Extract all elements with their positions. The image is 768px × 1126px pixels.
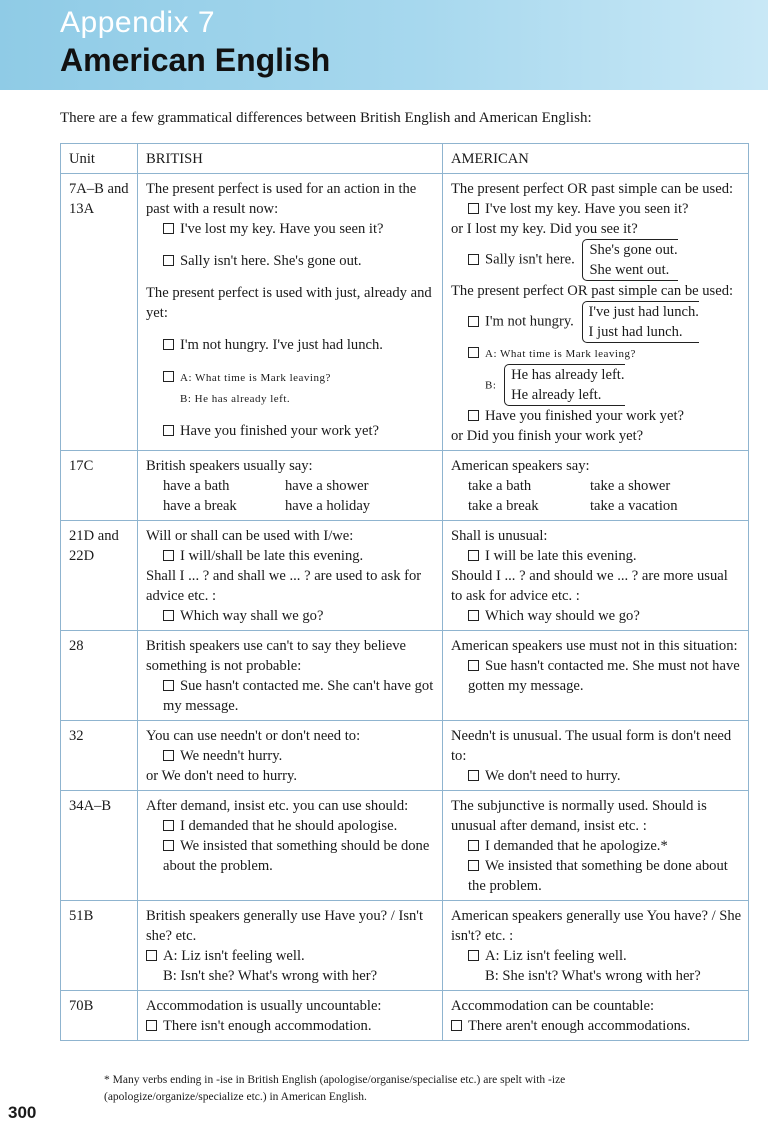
british-cell <box>138 451 443 521</box>
checkbox-icon <box>146 1020 157 1031</box>
rule-text: British speakers use can't to say they believe something is not probable: <box>146 638 406 674</box>
table-row <box>61 631 749 721</box>
unit-cell: 28 <box>61 631 138 721</box>
col-header-unit: Unit <box>61 144 138 174</box>
british-cell <box>138 521 443 631</box>
rule-text: American speakers say: <box>451 458 590 474</box>
example: Sally isn't here. She's gone out. She went out. <box>451 239 742 281</box>
american-cell <box>443 901 749 991</box>
unit-cell: 21D and 22D <box>61 521 138 631</box>
american-cell <box>443 631 749 721</box>
rule-text: Accommodation is usually uncountable: <box>146 998 382 1014</box>
american-cell <box>443 174 749 451</box>
header-row <box>61 144 749 174</box>
appendix-banner <box>0 0 768 90</box>
unit-cell: 17C <box>61 451 138 521</box>
example: We needn't hurry. <box>146 746 436 766</box>
checkbox-icon <box>468 660 479 671</box>
checkbox-icon <box>163 610 174 621</box>
table-row <box>61 901 749 991</box>
footnote: * Many verbs ending in -ise in British English (apologise/organise/specialise etc.) are spelt with -ize (apologize/organize/specialize etc.) in American English. <box>104 1074 566 1103</box>
example: Have you finished your work yet? <box>451 406 742 426</box>
example: There aren't enough accommodations. <box>451 1016 742 1036</box>
example: A: Liz isn't feeling well. <box>451 946 742 966</box>
example: I've lost my key. Have you seen it? <box>146 219 436 239</box>
example: or We don't need to hurry. <box>146 768 298 784</box>
example: A: Liz isn't feeling well. <box>146 946 436 966</box>
example-pairs: take a bath take a shower take a break take a vacation <box>468 478 678 514</box>
unit-cell: 34A–B <box>61 791 138 901</box>
page-title: American English <box>60 42 331 78</box>
checkbox-icon <box>163 339 174 350</box>
british-cell <box>138 991 443 1041</box>
intro-text: There are a few grammatical differences between British English and American English: <box>60 110 592 126</box>
rule-text: Shall I ... ? and shall we ... ? are used to ask for advice etc. : <box>146 568 422 604</box>
british-cell <box>138 791 443 901</box>
example: I'm not hungry. I've just had lunch. <box>146 335 436 355</box>
example: B: She isn't? What's wrong with her? <box>485 968 701 984</box>
checkbox-icon <box>468 203 479 214</box>
table-row <box>61 791 749 901</box>
example: Which way shall we go? <box>146 606 436 626</box>
example: I will be late this evening. <box>451 546 742 566</box>
british-cell <box>138 901 443 991</box>
unit-cell: 51B <box>61 901 138 991</box>
rule-text: Needn't is unusual. The usual form is don't need to: <box>451 728 732 764</box>
rule-text: The present perfect OR past simple can be used: <box>451 181 734 197</box>
checkbox-icon <box>468 860 479 871</box>
checkbox-icon <box>468 770 479 781</box>
table-row <box>61 451 749 521</box>
example: or Did you finish your work yet? <box>451 428 644 444</box>
british-cell <box>138 174 443 451</box>
col-header-british: BRITISH <box>138 144 443 174</box>
checkbox-icon <box>468 950 479 961</box>
example: Sally isn't here. She's gone out. <box>146 251 436 271</box>
rule-text: Shall is unusual: <box>451 528 548 544</box>
rule-text: American speakers generally use You have? / She isn't? etc. : <box>451 908 742 944</box>
american-cell <box>443 451 749 521</box>
checkbox-icon <box>146 950 157 961</box>
american-cell <box>443 991 749 1041</box>
checkbox-icon <box>468 347 479 358</box>
rule-text: The present perfect OR past simple can be used: <box>451 283 734 299</box>
checkbox-icon <box>163 425 174 436</box>
checkbox-icon <box>163 550 174 561</box>
checkbox-icon <box>468 254 479 265</box>
checkbox-icon <box>163 371 174 382</box>
table-row <box>61 991 749 1041</box>
rule-text: The subjunctive is normally used. Should is unusual after demand, insist etc. : <box>451 798 707 834</box>
rule-text: After demand, insist etc. you can use should: <box>146 798 409 814</box>
example: or I lost my key. Did you see it? <box>451 221 638 237</box>
american-cell <box>443 721 749 791</box>
example: I'm not hungry. I've just had lunch. I just had lunch. <box>451 301 742 343</box>
example: We insisted that something should be done about the problem. <box>163 838 430 874</box>
example: Sue hasn't contacted me. She must not have gotten my message. <box>468 658 740 694</box>
checkbox-icon <box>163 820 174 831</box>
example: We don't need to hurry. <box>451 766 742 786</box>
example: I demanded that he should apologise. <box>146 816 436 836</box>
checkbox-icon <box>468 410 479 421</box>
checkbox-icon <box>163 750 174 761</box>
rule-text: The present perfect is used with just, already and yet: <box>146 285 432 321</box>
checkbox-icon <box>468 316 479 327</box>
appendix-label: Appendix 7 <box>60 6 216 39</box>
british-cell <box>138 721 443 791</box>
american-cell <box>443 521 749 631</box>
rule-text: Accommodation can be countable: <box>451 998 655 1014</box>
example: Sue hasn't contacted me. She can't have got my message. <box>163 678 434 714</box>
example-pairs: have a bath have a shower have a break have a holiday <box>163 478 371 514</box>
example: Which way should we go? <box>451 606 742 626</box>
example: B: He has already left. <box>180 393 291 405</box>
example: A: What time is Mark leaving? <box>451 343 742 364</box>
example: Have you finished your work yet? <box>146 421 436 441</box>
rule-text: Should I ... ? and should we ... ? are more usual to ask for advice etc. : <box>451 568 728 604</box>
rule-text: American speakers use must not in this situation: <box>451 638 738 654</box>
rule-text: Will or shall can be used with I/we: <box>146 528 354 544</box>
checkbox-icon <box>468 610 479 621</box>
rule-text: British speakers usually say: <box>146 458 313 474</box>
rule-text: British speakers generally use Have you? / Isn't she? etc. <box>146 908 423 944</box>
unit-cell: 70B <box>61 991 138 1041</box>
table-row <box>61 174 749 451</box>
page-number: 300 <box>8 1103 37 1122</box>
rule-text: The present perfect is used for an action in the past with a result now: <box>146 181 417 217</box>
example: I've lost my key. Have you seen it? <box>451 199 742 219</box>
example: I demanded that he apologize.* <box>451 836 742 856</box>
checkbox-icon <box>468 550 479 561</box>
differences-table <box>60 143 749 1041</box>
checkbox-icon <box>163 223 174 234</box>
checkbox-icon <box>468 840 479 851</box>
example: A: What time is Mark leaving? <box>146 367 436 388</box>
example: B: Isn't she? What's wrong with her? <box>163 968 378 984</box>
checkbox-icon <box>163 680 174 691</box>
checkbox-icon <box>163 840 174 851</box>
rule-text: You can use needn't or don't need to: <box>146 728 361 744</box>
example: There isn't enough accommodation. <box>146 1016 436 1036</box>
table-row <box>61 521 749 631</box>
table-row <box>61 721 749 791</box>
unit-cell: 7A–B and 13A <box>61 174 138 451</box>
example: I will/shall be late this evening. <box>146 546 436 566</box>
british-cell <box>138 631 443 721</box>
unit-cell: 32 <box>61 721 138 791</box>
col-header-american: AMERICAN <box>443 144 749 174</box>
checkbox-icon <box>451 1020 462 1031</box>
example: B: He has already left. He already left. <box>451 364 742 406</box>
example: We insisted that something be done about the problem. <box>468 858 728 894</box>
american-cell <box>443 791 749 901</box>
checkbox-icon <box>163 255 174 266</box>
